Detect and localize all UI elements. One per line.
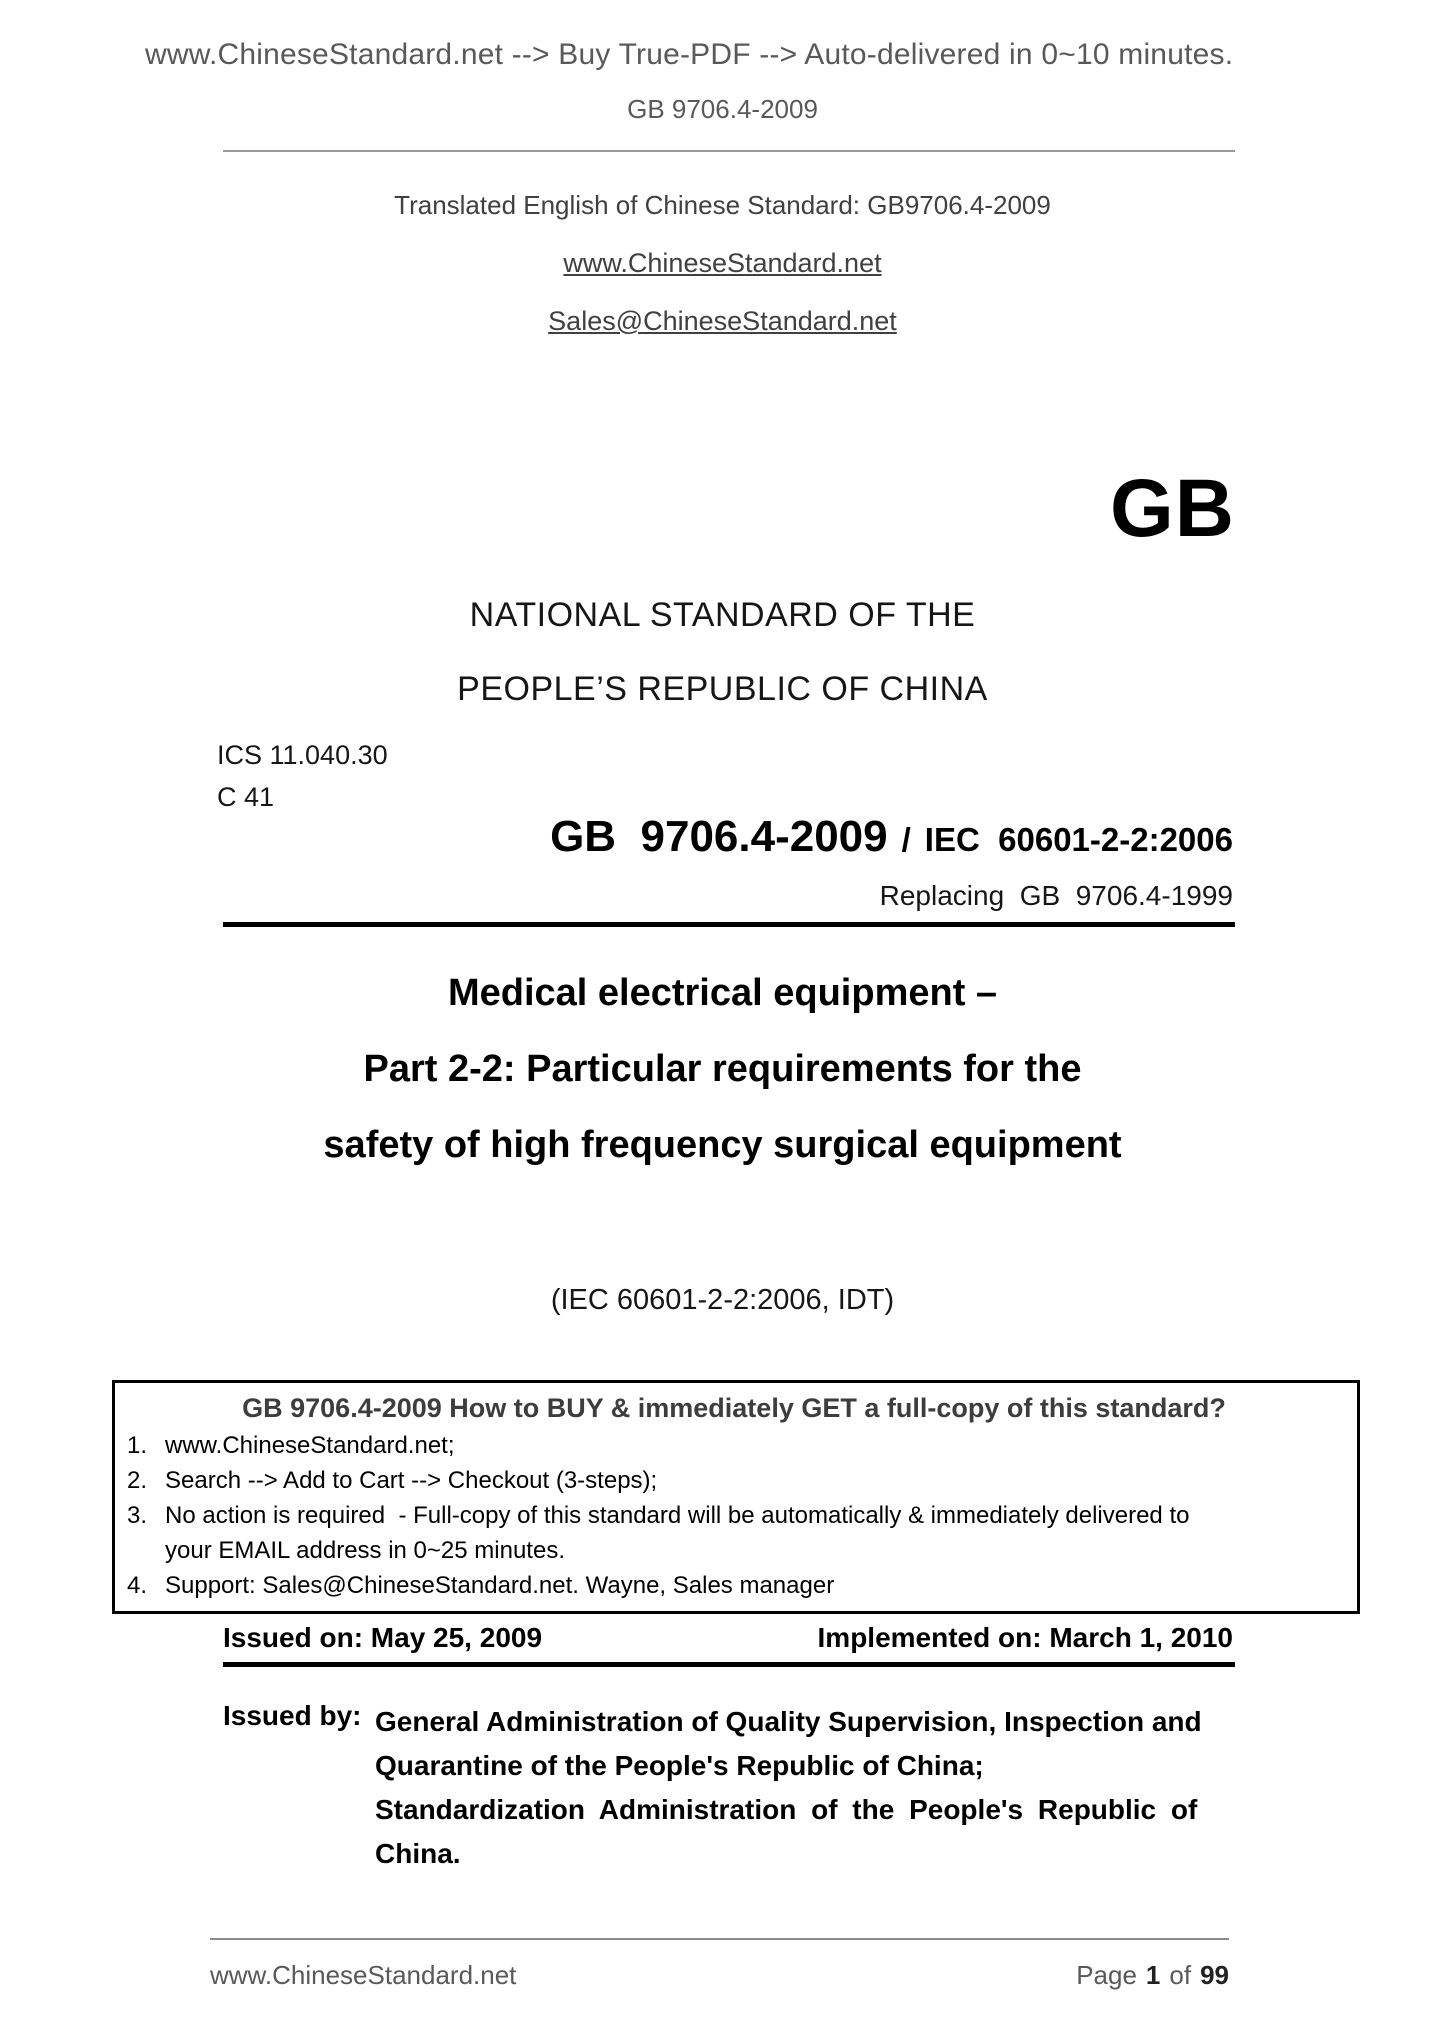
email-link-row [0,306,1445,337]
classification-code: C 41 [217,782,275,812]
buy-step-2-number: 2. [127,1467,148,1494]
issuer-org1-line2: Quarantine of the People's Republic of China; [375,1750,984,1781]
buy-step-2-text: Search --> Add to Cart --> Checkout (3-steps); [165,1467,658,1494]
translated-note: Translated English of Chinese Standard: GB9706.4-2009 [394,190,1051,220]
standard-title-line3: safety of high frequency surgical equipment [323,1124,1122,1166]
implemented-on-date: Implemented on: March 1, 2010 [817,1622,1233,1653]
page-of-label: of [1169,1960,1192,1990]
buy-step-3-text-line1: No action is required - Full-copy of this standard will be automatically & immediately delivered to [165,1502,1190,1529]
footer [210,1960,1229,1991]
buy-step-4 [123,1568,1345,1603]
page-number: 1 [1145,1960,1161,1990]
standard-code-iec: IEC 60601-2-2:2006 [924,821,1233,858]
buy-step-3-text-line2: your EMAIL address in 0~25 minutes. [165,1537,565,1564]
issuer-org2-line2: China. [375,1838,461,1869]
issuer-org2-line1: Standardization Administration of the People's Republic of [375,1794,1198,1825]
buy-box-title: GB 9706.4-2009 How to BUY & immediately GET a full-copy of this standard? [242,1393,1226,1423]
issued-on-date: Issued on: May 25, 2009 [223,1622,543,1653]
issued-by-block [223,1700,1285,1876]
buy-step-1 [123,1428,1345,1463]
header-doc-code: GB 9706.4-2009 [627,94,818,124]
standard-title-line1: Medical electrical equipment – [447,972,998,1014]
buy-step-4-text: Support: Sales@ChineseStandard.net. Wayne, Sales manager [165,1572,835,1599]
page-total: 99 [1200,1960,1229,1990]
standard-title-line2: Part 2-2: Particular requirements for the [363,1048,1082,1090]
thick-rule-bottom [223,1662,1235,1667]
page-label: Page [1076,1960,1137,1990]
website-link[interactable]: www.ChineseStandard.net [563,248,882,278]
buy-step-4-number: 4. [127,1572,148,1599]
footer-site-text: www.ChineseStandard.net [210,1960,517,1990]
buy-info-box [112,1380,1360,1614]
header-banner: www.ChineseStandard.net --> Buy True-PDF --> Auto-delivered in 0~10 minutes. [145,38,1234,71]
buy-step-2 [123,1463,1345,1498]
standard-code-row [0,812,1233,862]
ics-code: ICS 11.040.30 [217,740,388,770]
header-divider [223,150,1235,152]
issuer-org1-line1: General Administration of Quality Supervision, Inspection and [375,1706,1202,1737]
buy-step-3 [123,1498,1345,1568]
page-indicator [1076,1960,1229,1991]
issued-by-label: Issued by: [223,1700,362,1731]
buy-step-1-number: 1. [127,1432,148,1459]
dates-row [223,1622,1233,1654]
idt-note: (IEC 60601-2-2:2006, IDT) [550,1284,895,1316]
footer-divider [210,1938,1229,1940]
standard-code-gb: GB 9706.4-2009 [550,812,888,861]
buy-step-3-number: 3. [127,1502,148,1529]
gb-logo: GB [1110,463,1235,554]
replacing-note: Replacing GB 9706.4-1999 [879,880,1233,911]
buy-step-1-text: www.ChineseStandard.net; [165,1432,455,1459]
national-standard-line2: PEOPLE’S REPUBLIC OF CHINA [457,670,988,708]
website-link-row [0,248,1445,279]
email-link[interactable]: Sales@ChineseStandard.net [548,306,897,336]
national-standard-line1: NATIONAL STANDARD OF THE [469,596,976,634]
standard-code-separator: / [901,821,911,858]
thick-rule-top [223,922,1235,927]
